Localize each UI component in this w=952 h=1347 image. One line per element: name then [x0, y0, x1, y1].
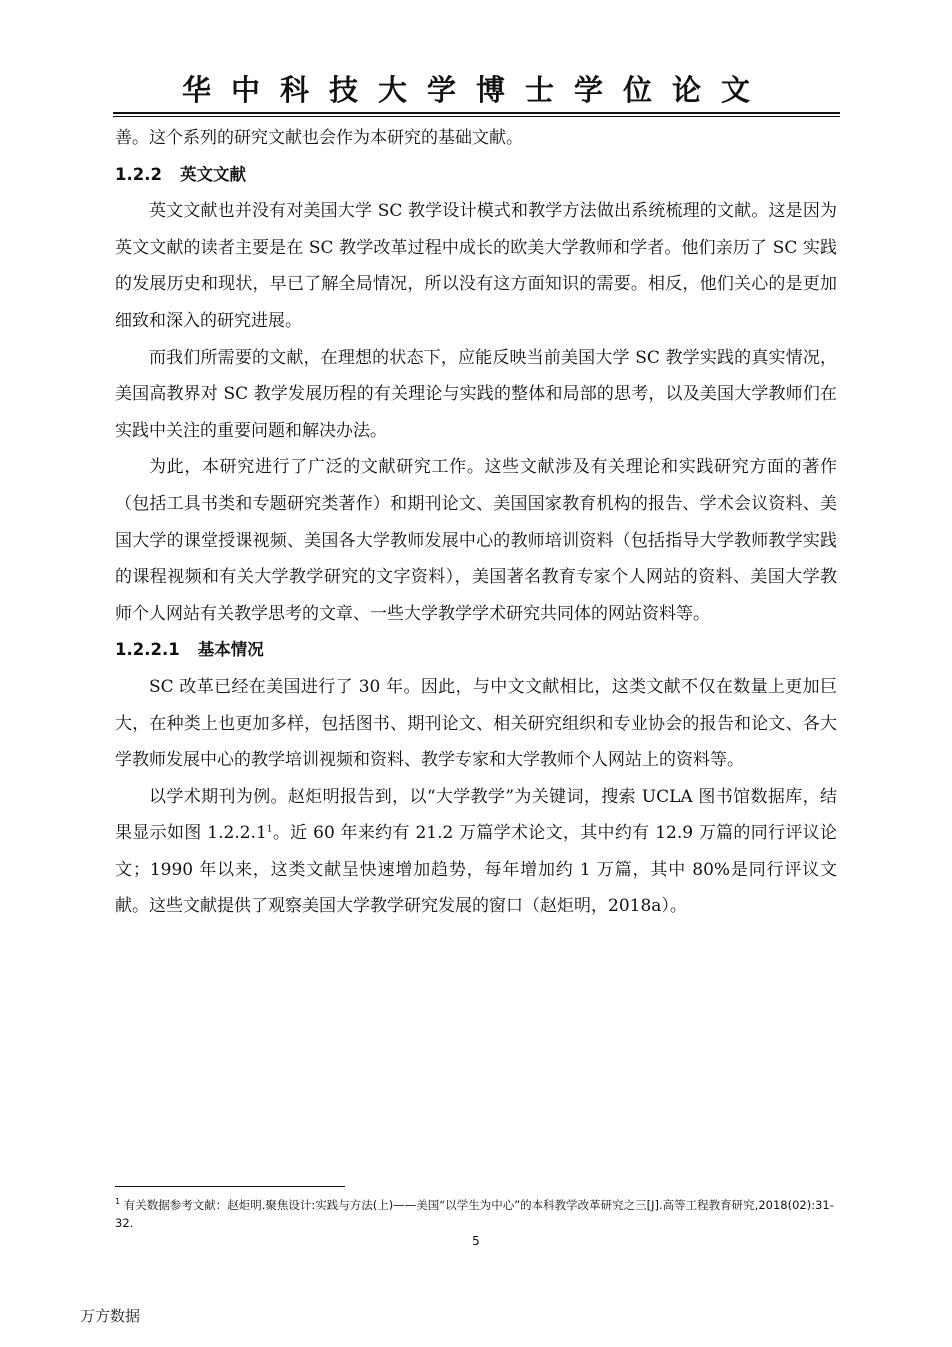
header-rule-thin: [113, 116, 840, 117]
footnote-text: 有关数据参考文献：赵炬明.聚焦设计:实践与方法(上)——美国“以学生为中心”的本科教学改革研究之三[J].高等工程教育研究,2018(02):31-32.: [115, 1198, 834, 1230]
paragraph: [115, 779, 837, 925]
subsection-number: 1.2.2.1: [115, 640, 180, 660]
subsection-heading: [115, 632, 837, 669]
paragraph: 英文文献也并没有对美国大学 SC 教学设计模式和教学方法做出系统梳理的文献。这是因为英文文献的读者主要是在 SC 教学改革过程中成长的欧美大学教师和学者。他们亲历了 SC 实践的发展历史和现状，早已了解全局情况，所以没有这方面知识的需要。相反，他们关心的是更加细致和深入的研究进展。: [115, 201, 837, 331]
watermark-text: 万方数据: [80, 1307, 141, 1325]
section-number: 1.2.2: [115, 164, 162, 184]
section-title: 英文文献: [179, 164, 246, 184]
footnote-separator: [115, 1186, 345, 1187]
paragraph-text-end: 。近 60 年来约有 21.2 万篇学术论文，其中约有 12.9 万篇的同行评议论文；1990 年以来，这类文献呈快速增加趋势，每年增加约 1 万篇，其中 80%是同行评议文献。这些文献提供了观察美国大学教学研究发展的窗口（赵炬明，2018a）。: [115, 823, 837, 917]
footnote-marker: 1: [115, 1197, 121, 1207]
paragraph: 善。这个系列的研究文献也会作为本研究的基础文献。: [115, 128, 523, 148]
footnote-reference[interactable]: 1: [266, 824, 273, 835]
paragraph: 为此，本研究进行了广泛的文献研究工作。这些文献涉及有关理论和实践研究方面的著作（包括工具书类和专题研究类著作）和期刊论文、美国国家教育机构的报告、学术会议资料、美国大学的课堂授课视频、美国各大学教师发展中心的教师培训资料（包括指导大学教师教学实践的课程视频和有关大学教学研究的文字资料），美国著名教育专家个人网站的资料、美国大学教师个人网站有关教学思考的文章、一些大学教学学术研究共同体的网站资料等。: [115, 457, 837, 624]
footnote: [115, 1196, 835, 1232]
subsection-title: 基本情况: [197, 640, 264, 660]
section-heading: [115, 157, 837, 194]
paragraph: SC 改革已经在美国进行了 30 年。因此，与中文文献相比，这类文献不仅在数量上更加巨大，在种类上也更加多样，包括图书、期刊论文、相关研究组织和专业协会的报告和论文、各大学教师发展中心的教学培训视频和资料、教学专家和大学教师个人网站上的资料等。: [115, 676, 837, 771]
paragraph: 而我们所需要的文献，在理想的状态下，应能反映当前美国大学 SC 教学实践的真实情况，美国高教界对 SC 教学发展历程的有关理论与实践的整体和局部的思考，以及美国大学教师们在实践中关注的重要问题和解决办法。: [115, 347, 837, 441]
paragraph-text-start: 以学术期刊为例。赵炬明报告到，以“大学教学”为关键词，搜索 UCLA 图书馆数据库，结果显示如图 1.2.2.1: [115, 786, 837, 844]
page-header-title: 华中科技大学博士学位论文: [181, 73, 770, 107]
header-rule-thick: [113, 112, 840, 114]
body-content: [115, 120, 837, 925]
page-number: 5: [472, 1234, 480, 1248]
